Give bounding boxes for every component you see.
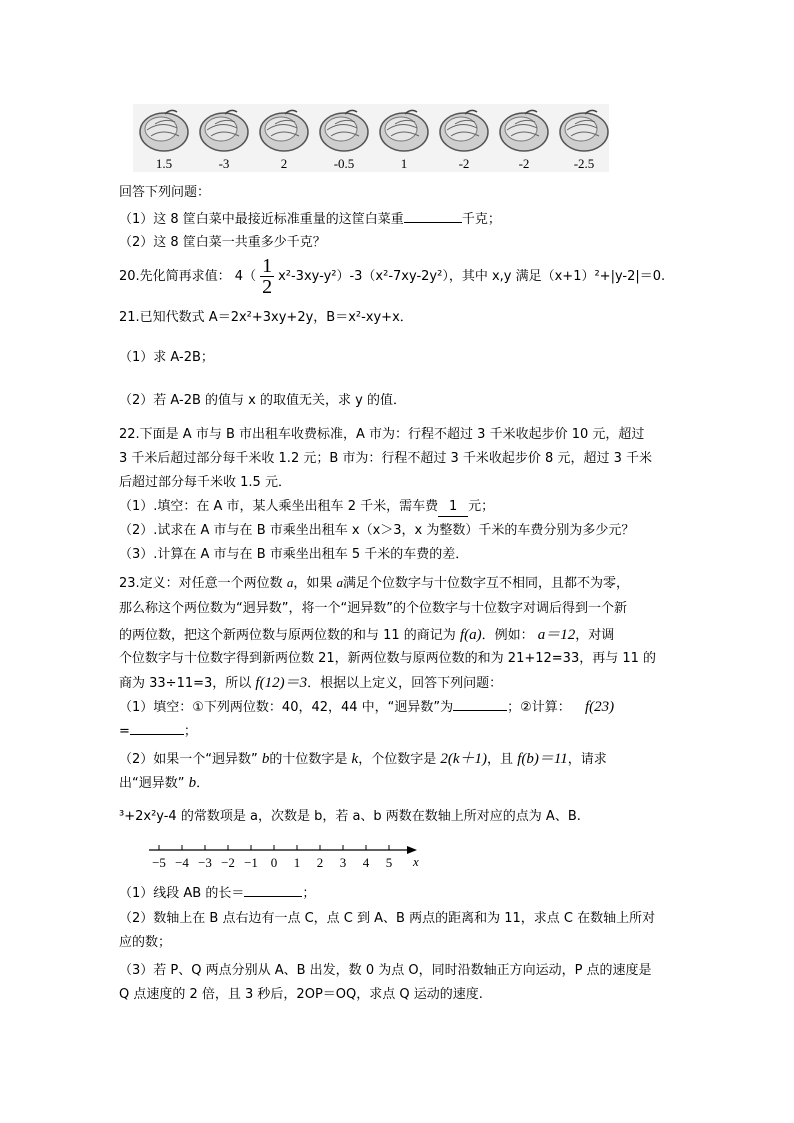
cabbage-weight-label: 1 <box>400 156 408 171</box>
cabbage-weight-label: -0.5 <box>333 156 355 171</box>
q22-line3: 后超过部分每千米收 1.5 元． <box>119 475 291 490</box>
cabbage-icon <box>317 106 371 154</box>
tick-label: −4 <box>175 855 189 870</box>
q24-stem: ³+2x²y-4 的常数项是 a，次数是 b，若 a、b 两数在数轴上所对应的点为 A、B. <box>119 809 581 824</box>
q22-part3: （3）.计算在 A 市与在 B 市乘坐出租车 5 千米的车费的差． <box>119 547 469 562</box>
q21-stem: 21.已知代数式 A＝2x²+3xy+2y，B＝x²-xy+x． <box>119 310 413 325</box>
cabbage-icon <box>197 106 251 154</box>
q23-line1: 23.定义：对任意一个两位数 a，如果 a满足个位数字与十位数字互不相同，且都不为零， <box>119 575 629 591</box>
q22-line2: 3 千米后超过部分每千米收 1.2 元；B 市为：行程不超过 3 千米收起步价 8 元，超过 3 千米 <box>119 451 653 466</box>
cabbage-icon <box>557 106 611 154</box>
answer-blank <box>130 722 184 735</box>
q24-part3-line1: （3）若 P、Q 两点分别从 A、B 出发，数 0 为点 O，同时沿数轴正方向运动，P 点的速度是 <box>119 963 652 978</box>
q19-part2: （2）这 8 筐白菜一共重多少千克？ <box>119 235 326 250</box>
q19-intro: 回答下列问题： <box>119 185 211 200</box>
cabbage-weight-label: 2 <box>280 156 288 171</box>
answer-filled: 1 <box>438 498 468 517</box>
q23-line3: 的两位数，把这个新两位数与原两位数的和与 11 的商记为 f(a)．例如： a＝12，对调 <box>119 627 615 643</box>
cabbage-weight-label: 1.5 <box>155 156 173 171</box>
tick-label: −5 <box>152 855 166 870</box>
axis-arrow-icon <box>407 846 417 854</box>
q21-part2: （2）若 A-2B 的值与 x 的取值无关，求 y 的值． <box>119 393 406 408</box>
q24-part1: （1）线段 AB 的长＝ ； <box>119 886 316 901</box>
q20-stem: 20.先化简再求值： 4（ $\frac{1}{2}$ x²-3xy-y²）-3（x²-7xy-2y²），其中 x,y 满足（x+1）²+|y-2|＝0. <box>119 255 666 298</box>
q23-line4: 个位数字与十位数字得到新两位数 21，新两位数与原两位数的和为 21+12=33，再与 11 的 <box>119 651 657 666</box>
axis-label-x: x <box>413 854 419 869</box>
cabbage-icon <box>497 106 551 154</box>
cabbage-icon <box>257 106 311 154</box>
cabbage-weight-label: -2 <box>518 156 530 171</box>
tick-label: −3 <box>198 855 212 870</box>
cabbage-weight-label: -3 <box>218 156 230 171</box>
q24-part2-line1: （2）数轴上在 B 点右边有一点 C，点 C 到 A、B 两点的距离和为 11，求点 C 在数轴上所对 <box>119 911 656 926</box>
cabbage-icon <box>137 106 191 154</box>
q19-part1: （1）这 8 筐白菜中最接近标准重量的这筐白菜重 千克； <box>119 212 501 227</box>
number-line <box>145 842 425 876</box>
q23-part1: （1）填空：①下列两位数：40，42，44 中，“迥异数”为 ；②计算： f(23) <box>119 699 615 715</box>
q23-part2-cont: 出“迥异数” b． <box>119 775 210 791</box>
fraction-one-half: $\frac{1}{2}$ <box>262 255 273 298</box>
q23-line2: 那么称这个两位数为“迥异数”，将一个“迥异数”的个位数字与十位数字对调后得到一个新 <box>119 601 627 616</box>
q22-part2: （2）.试求在 A 市与在 B 市乘坐出租车 x（x＞3，x 为整数）千米的车费分别为多少元？ <box>119 523 635 538</box>
tick-label: −2 <box>221 855 235 870</box>
q24-part3-line2: Q 点速度的 2 倍，且 3 秒后，2OP＝OQ，求点 Q 运动的速度. <box>119 987 483 1002</box>
q22-part1: （1）.填空：在 A 市，某人乘坐出租车 2 千米，需车费 1 元； <box>119 498 494 517</box>
q23-part2: （2）如果一个“迥异数” b的十位数字是 k，个位数字是 2(k＋1)，且 f(b)＝11，请求 <box>119 751 607 767</box>
cabbage-weight-label: -2.5 <box>573 156 595 171</box>
answer-blank <box>453 698 507 711</box>
q23-part1-cont: = ； <box>119 724 197 739</box>
tick-label: 1 <box>293 855 301 870</box>
q21-part1: （1）求 A-2B； <box>119 350 214 365</box>
answer-blank <box>244 884 302 897</box>
q22-line1: 22.下面是 A 市与 B 市出租车收费标准，A 市为：行程不超过 3 千米收起步价 10 元，超过 <box>119 427 645 442</box>
tick-label: 3 <box>339 855 347 870</box>
tick-label: −1 <box>244 855 258 870</box>
tick-label: 5 <box>385 855 393 870</box>
q23-line5: 商为 33÷11=3，所以 f(12)＝3．根据以上定义，回答下列问题： <box>119 675 503 691</box>
q24-part2-line2: 应的数； <box>119 935 172 950</box>
cabbage-weight-label: -2 <box>458 156 470 171</box>
tick-label: 2 <box>316 855 324 870</box>
answer-blank <box>404 210 462 223</box>
tick-label: 4 <box>362 855 370 870</box>
cabbage-icon <box>437 106 491 154</box>
tick-label: 0 <box>270 855 278 870</box>
cabbage-icon <box>377 106 431 154</box>
cabbage-image-strip <box>133 104 609 172</box>
